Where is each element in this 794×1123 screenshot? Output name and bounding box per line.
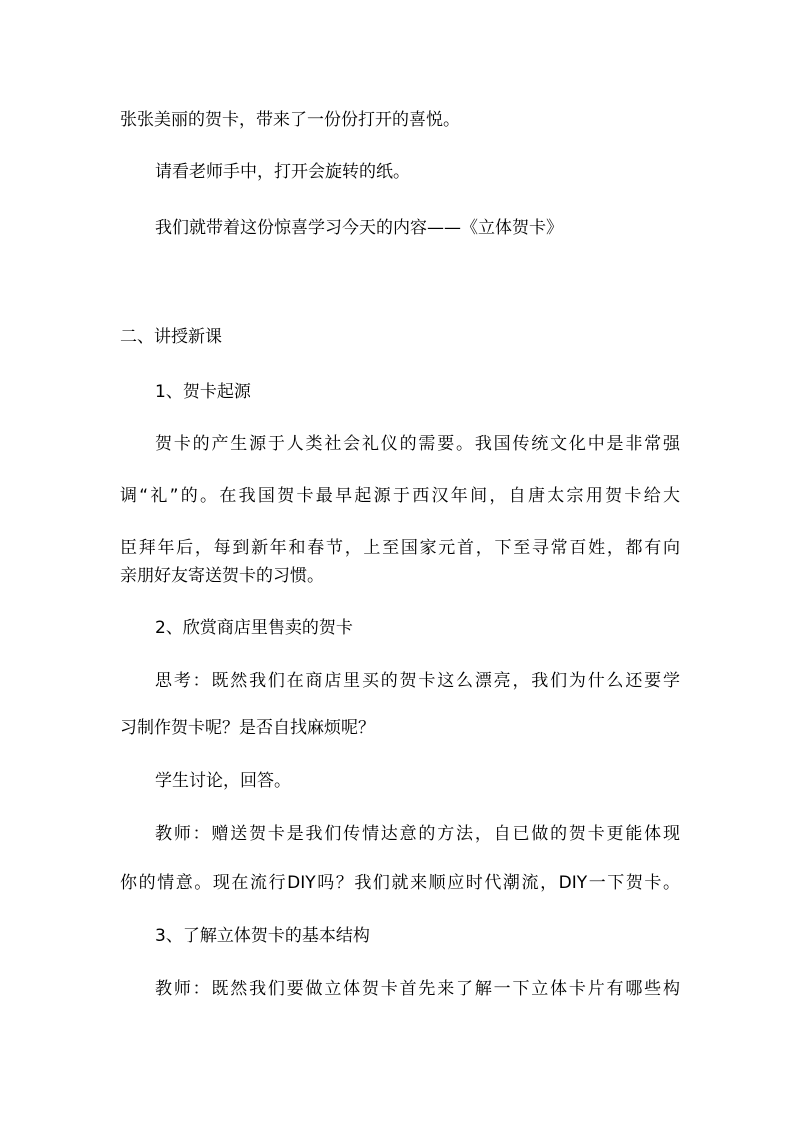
subsection-heading-origin: 1、贺卡起源 bbox=[155, 382, 251, 402]
paragraph-line: 习制作贺卡呢？是否自找麻烦呢？ bbox=[120, 718, 375, 738]
paragraph-line: 臣拜年后，每到新年和春节，上至国家元首，下至寻常百姓，都有向 bbox=[120, 538, 680, 558]
paragraph-line: 思考：既然我们在商店里买的贺卡这么漂亮，我们为什么还要学 bbox=[155, 671, 680, 691]
paragraph-line: 你的情意。现在流行DIY吗？我们就来顺应时代潮流，DIY一下贺卡。 bbox=[120, 873, 680, 893]
paragraph-line-greeting: 张张美丽的贺卡，带来了一份份打开的喜悦。 bbox=[120, 110, 460, 130]
paragraph-line-topic: 我们就带着这份惊喜学习今天的内容——《立体贺卡》 bbox=[155, 218, 563, 238]
paragraph-line: 教师：赠送贺卡是我们传情达意的方法，自已做的贺卡更能体现 bbox=[155, 824, 680, 844]
paragraph-line: 调“礼”的。在我国贺卡最早起源于西汉年间，自唐太宗用贺卡给大 bbox=[120, 486, 680, 506]
section-heading: 二、讲授新课 bbox=[120, 327, 222, 347]
paragraph-line: 亲朋好友寄送贺卡的习惯。 bbox=[120, 566, 324, 586]
subsection-heading-structure: 3、了解立体贺卡的基本结构 bbox=[155, 926, 370, 946]
subsection-heading-store-cards: 2、欣赏商店里售卖的贺卡 bbox=[155, 618, 353, 638]
paragraph-line-teacher-paper: 请看老师手中，打开会旋转的纸。 bbox=[155, 162, 410, 182]
paragraph-line: 学生讨论，回答。 bbox=[155, 771, 291, 791]
paragraph-line: 贺卡的产生源于人类社会礼仪的需要。我国传统文化中是非常强 bbox=[155, 434, 680, 454]
paragraph-line: 教师：既然我们要做立体贺卡首先来了解一下立体卡片有哪些构 bbox=[155, 979, 680, 999]
